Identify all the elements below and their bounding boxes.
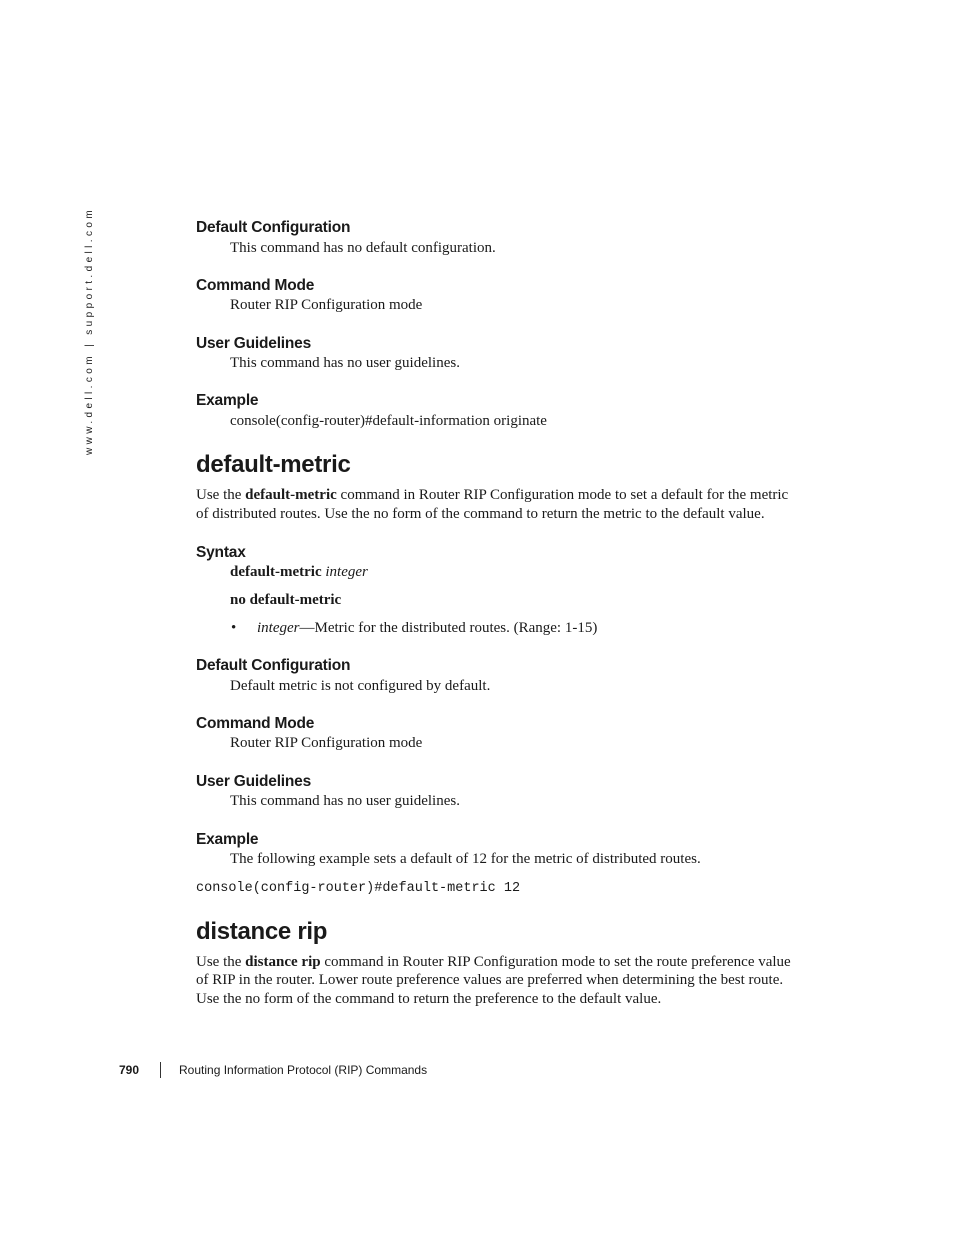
default-metric-desc-line2: of distributed routes. Use the no form of the command to return the metric to the default value. xyxy=(196,506,765,522)
default-config-heading: Default Configuration xyxy=(196,219,351,236)
command-mode-text: Router RIP Configuration mode xyxy=(230,735,423,751)
distance-rip-desc-line3: Use the no form of the command to return the preference to the default value. xyxy=(196,991,662,1007)
syntax-no-command: no default-metric xyxy=(230,592,342,608)
distance-rip-title: distance rip xyxy=(196,918,328,945)
example-text: console(config-router)#default-information originate xyxy=(230,413,547,429)
user-guidelines-heading: User Guidelines xyxy=(196,335,312,352)
default-config-text: Default metric is not configured by default. xyxy=(230,678,491,694)
distance-rip-desc-line1: Use the distance rip command in Router RIP Configuration mode to set the route preference value xyxy=(196,954,791,970)
command-mode-heading: Command Mode xyxy=(196,277,315,294)
example-heading: Example xyxy=(196,831,259,848)
default-metric-desc-line1: Use the default-metric command in Router RIP Configuration mode to set a default for the metric xyxy=(196,487,789,503)
bullet-marker: • xyxy=(231,620,237,636)
default-metric-title: default-metric xyxy=(196,451,351,478)
command-mode-text: Router RIP Configuration mode xyxy=(230,297,423,313)
page-number: 790 xyxy=(119,1063,140,1077)
user-guidelines-heading: User Guidelines xyxy=(196,773,312,790)
example-code: console(config-router)#default-metric 12 xyxy=(196,881,521,896)
chapter-title: Routing Information Protocol (RIP) Commands xyxy=(179,1063,428,1077)
syntax-command: default-metric integer xyxy=(230,564,368,580)
parameter-description: integer—Metric for the distributed routes. (Range: 1-15) xyxy=(257,620,598,636)
footer-divider xyxy=(160,1062,161,1078)
command-mode-heading: Command Mode xyxy=(196,715,315,732)
side-url: www.dell.com | support.dell.com xyxy=(84,206,95,455)
distance-rip-desc-line2: of RIP in the router. Lower route preference values are preferred when determining the best route. xyxy=(196,972,784,988)
syntax-heading: Syntax xyxy=(196,544,246,561)
example-heading: Example xyxy=(196,392,259,409)
default-config-heading: Default Configuration xyxy=(196,657,351,674)
default-config-text: This command has no default configuration. xyxy=(230,240,496,256)
user-guidelines-text: This command has no user guidelines. xyxy=(230,355,460,371)
example-text: The following example sets a default of 12 for the metric of distributed routes. xyxy=(230,851,701,867)
user-guidelines-text: This command has no user guidelines. xyxy=(230,793,460,809)
